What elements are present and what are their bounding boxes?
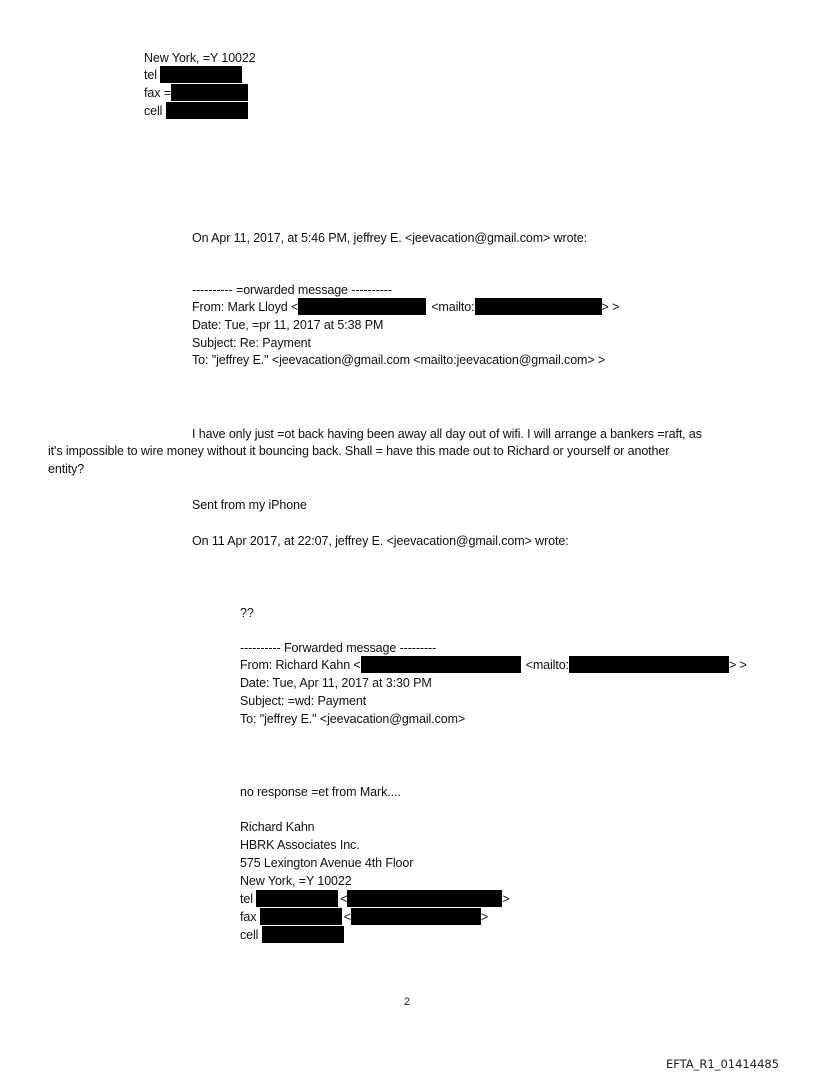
- redaction: [166, 102, 248, 119]
- msg3-forwarded-header: ---------- Forwarded message ---------: [240, 641, 437, 655]
- redaction: [262, 926, 344, 943]
- signature-fax-line: [240, 909, 488, 925]
- msg3-date: Date: Tue, Apr 11, 2017 at 3:30 PM: [240, 676, 432, 690]
- fax-label: fax =: [144, 86, 171, 100]
- redaction: [475, 298, 602, 315]
- tel-label: tel: [240, 892, 253, 906]
- top-cell-line: [144, 103, 248, 119]
- redaction: [260, 908, 342, 925]
- msg3-question-marks: ??: [240, 606, 254, 620]
- signature-street: 575 Lexington Avenue 4th Floor: [240, 856, 414, 870]
- signature-name: Richard Kahn: [240, 820, 315, 834]
- msg1-intro: On Apr 11, 2017, at 5:46 PM, jeffrey E. <jeevacation@gmail.com> wrote:: [192, 231, 588, 245]
- signature-company: HBRK Associates Inc.: [240, 838, 360, 852]
- msg3-to: To: "jeffrey E." <jeevacation@gmail.com>: [240, 712, 466, 726]
- cell-label: cell: [144, 104, 163, 118]
- msg1-subject: Subject: Re: Payment: [192, 336, 311, 350]
- gt: >: [480, 910, 489, 924]
- cell-label: cell: [240, 928, 259, 942]
- top-tel-line: [144, 67, 242, 83]
- redaction: [569, 656, 729, 673]
- from-prefix: From: Mark Lloyd <: [192, 300, 299, 314]
- msg1-forwarded-header: ---------- =orwarded message ----------: [192, 283, 392, 297]
- redaction: [256, 890, 338, 907]
- fax-label: fax: [240, 910, 257, 924]
- redaction: [351, 908, 481, 925]
- page-number: 2: [404, 996, 411, 1008]
- sent-from: Sent from my iPhone: [192, 498, 307, 512]
- body-line-2: it's impossible to wire money without it bouncing back. Shall = have this made out to Richard or yourself or another: [48, 444, 670, 458]
- redaction: [298, 298, 426, 315]
- gt: >: [502, 892, 510, 906]
- document-id: EFTA_R1_01414485: [666, 1057, 780, 1071]
- msg3-from-line: [240, 657, 747, 673]
- msg3-body: no response =et from Mark....: [240, 785, 401, 799]
- body-line-1: I have only just =ot back having been away all day out of wifi. I will arrange a bankers =raft, as: [192, 427, 702, 441]
- msg3-subject: Subject: =wd: Payment: [240, 694, 367, 708]
- msg1-date: Date: Tue, =pr 11, 2017 at 5:38 PM: [192, 318, 384, 332]
- from-close: > >: [601, 300, 620, 314]
- signature-tel-line: [240, 891, 510, 907]
- from-prefix: From: Richard Kahn <: [240, 658, 361, 672]
- top-fax-line: [144, 85, 248, 101]
- body-line-3: entity?: [48, 462, 85, 476]
- msg2-intro: On 11 Apr 2017, at 22:07, jeffrey E. <jeevacation@gmail.com> wrote:: [192, 534, 569, 548]
- msg1-to: To: "jeffrey E." <jeevacation@gmail.com <mailto:jeevacation@gmail.com> >: [192, 353, 606, 367]
- mailto-label: <mailto:: [431, 300, 475, 314]
- redaction: [160, 66, 242, 83]
- redaction: [347, 890, 502, 907]
- signature-city: New York, =Y 10022: [240, 874, 352, 888]
- top-address: New York, =Y 10022: [144, 51, 256, 65]
- mailto-label: <mailto:: [525, 658, 569, 672]
- from-close: > >: [728, 658, 747, 672]
- redaction: [171, 84, 248, 101]
- redaction: [361, 656, 521, 673]
- lt: <: [343, 910, 351, 924]
- signature-cell-line: [240, 927, 344, 943]
- tel-label: tel: [144, 68, 157, 82]
- lt: <: [340, 892, 348, 906]
- msg1-from-line: [192, 299, 619, 315]
